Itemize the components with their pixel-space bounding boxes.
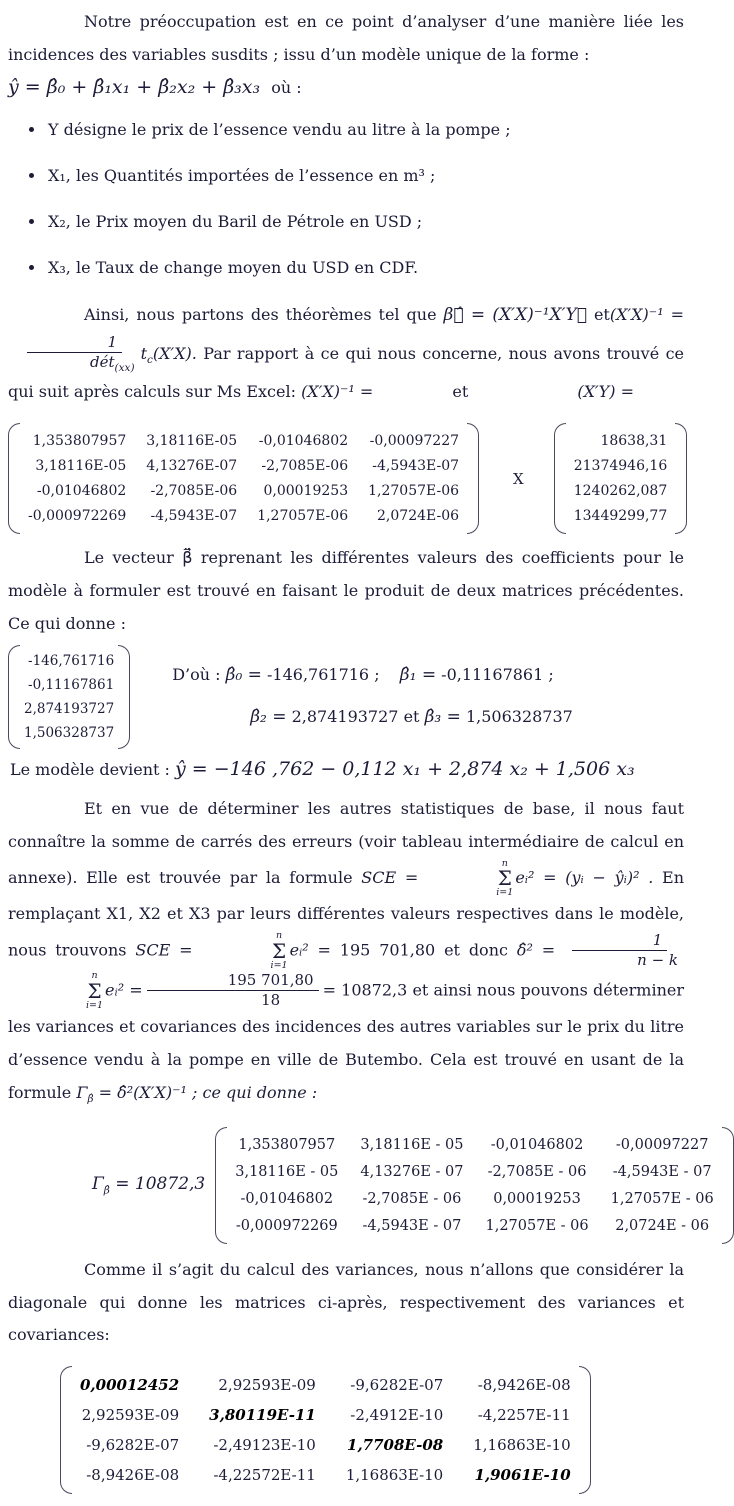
error-term: eᵢ²: [289, 940, 309, 960]
matrix-cell: 1240262,087: [573, 483, 668, 500]
delta-squared: δ̂² =: [516, 940, 556, 960]
left-paren: [8, 423, 20, 534]
dou-intro: D’où :: [172, 664, 221, 684]
xx-inverse-grid: [20, 423, 467, 534]
matrix-cell: -0,11167861: [28, 676, 115, 693]
det-fraction: [12, 333, 137, 376]
variance-matrix: [60, 1366, 591, 1494]
variance-grid: [72, 1366, 579, 1494]
matrix-cell: 1,353807957: [32, 433, 127, 450]
gamma-symbol: Γ: [92, 1173, 104, 1194]
sum-symbol: [10, 971, 103, 1010]
sce-rest-1: = (yᵢ − ŷᵢ)² .: [543, 867, 654, 887]
error-term: eᵢ²: [105, 980, 125, 1000]
fraction-numerator: 1: [572, 931, 668, 952]
matrix-cell: -8,9426E-08: [477, 1376, 571, 1395]
dou-line-2: [250, 697, 573, 739]
matrix-cell: 2,92593E-09: [81, 1406, 180, 1425]
sum-upper-limit: n: [275, 930, 283, 942]
xy-label: (X′Y) =: [577, 382, 634, 402]
fraction-numerator: 195 701,80: [147, 971, 319, 992]
matrix-cell: -2,7085E - 06: [362, 1190, 462, 1207]
matrix-cell: -8,9426E-08: [86, 1466, 180, 1485]
matrix-cell: 2,92593E-09: [218, 1376, 316, 1395]
matrix-cell: -0,01046802: [36, 483, 127, 500]
fraction-denominator: n − k: [637, 951, 678, 970]
matrix-cell: 13449299,77: [573, 508, 668, 525]
matrix-cell: 3,18116E-05: [35, 458, 127, 475]
xy-vector: [554, 423, 688, 534]
et-word-3: et: [403, 706, 420, 726]
matrix-cell: -4,5943E - 07: [612, 1163, 712, 1180]
beta-hat-formula: β⃗̂ = (X′X)⁻¹X′Y⃗: [443, 304, 587, 325]
matrix-cell: -0,000972269: [28, 508, 127, 525]
matrix-cell: -2,7085E-06: [261, 458, 349, 475]
matrix-cell: -4,22572E-11: [213, 1466, 316, 1485]
gamma-matrix-display: [92, 1127, 714, 1244]
left-paren: [215, 1127, 227, 1244]
matrix-cell: -0,01046802: [490, 1136, 584, 1153]
dou-line-1: [172, 655, 573, 697]
et-word-2: et: [452, 382, 469, 402]
matrix-cell: 1,27057E-06: [368, 483, 460, 500]
t-subscript: c: [147, 354, 153, 367]
matrix-cell: 0,00019253: [493, 1190, 581, 1207]
sum-upper-limit: n: [501, 857, 508, 869]
matrix-cell: -0,01046802: [258, 433, 349, 450]
sum-lower-limit: i=1: [270, 959, 288, 971]
right-paren: [675, 423, 687, 534]
variance-value: = 10872,3: [322, 980, 408, 1000]
beta2-value: 2,874193727: [291, 706, 399, 726]
fraction-numerator: 1: [27, 333, 123, 354]
matrix-cell: 2,0724E - 06: [615, 1217, 710, 1234]
matrix-cell: -9,6282E-07: [86, 1436, 180, 1455]
matrix-cell: 1,353807957: [238, 1136, 336, 1153]
beta2-symbol: β̂₂ =: [250, 706, 287, 727]
xx-inverse-label: (X′X)⁻¹ =: [301, 382, 374, 402]
matrix-product-display: [8, 423, 684, 534]
matrix-cell: -0,01046802: [240, 1190, 334, 1207]
model-label: Le modèle devient :: [10, 759, 170, 779]
matrix-cell: 3,80119E-11: [209, 1406, 316, 1425]
matrix-cell: 3,18116E-05: [146, 433, 238, 450]
list-item-y: • Y désigne le prix de l’essence vendu au litre à la pompe ;: [46, 114, 684, 146]
beta0-value: -146,761716 ;: [267, 664, 380, 684]
matrix-cell: 1,27057E-06: [257, 508, 349, 525]
list-item-x3: • X₃, le Taux de change moyen du USD en CDF.: [46, 252, 684, 284]
matrix-cell: 3,18116E - 05: [235, 1163, 339, 1180]
sigma-glyph: Σ: [87, 978, 102, 1003]
beta3-symbol: β̂₃ =: [424, 706, 461, 727]
sce-text-4: et ainsi nous pouvons déterminer les variances et covariances des incidences des autres variables sur le prix du litre d’essence vendu à la pompe en ville de Butembo. Cela est trouvé en usant de la formule: [8, 980, 684, 1102]
ainsi-lead: Ainsi, nous partons des théorèmes tel que: [84, 304, 437, 324]
left-paren: [8, 645, 20, 749]
sce-paragraph: [8, 793, 684, 1111]
vecteur-paragraph: Le vecteur β⃗̈ reprenant les différentes valeurs des coefficients pour le modèle à formuler est trouvé en faisant le produit de deux matrices précédentes. Ce qui donne :: [8, 548, 684, 633]
sum-symbol: [195, 931, 288, 970]
sce-text-2: En remplaçant X1, X2 et X3 par leurs différentes valeurs respectives dans le modèle, nous trouvons: [8, 867, 684, 960]
xx-inverse-matrix: [8, 423, 479, 534]
matrix-cell: 21374946,16: [573, 458, 668, 475]
matrix-cell: 18638,31: [600, 433, 668, 450]
intro-paragraph: Notre préoccupation est en ce point d’analyser d’une manière liée les incidences des variables susdits ; issu d’un modèle unique de la forme :: [8, 12, 684, 64]
sum-lower-limit: i=1: [86, 999, 104, 1011]
dou-block: [172, 655, 573, 738]
left-paren: [554, 423, 566, 534]
variables-list: [46, 114, 684, 284]
multiply-sign: X: [513, 469, 524, 488]
sum-symbol: [420, 859, 513, 898]
donc-word: et donc: [444, 940, 508, 960]
gamma-subscript: β̂: [103, 1184, 110, 1197]
fraction-denominator: 18: [261, 991, 281, 1010]
model-definition-line: [8, 76, 684, 98]
matrix-cell: 4,13276E-07: [146, 458, 238, 475]
matrix-cell: 1,9061E-10: [474, 1466, 571, 1485]
right-paren: [118, 645, 130, 749]
sigma-glyph: Σ: [271, 938, 287, 963]
gamma-formula-rest: = δ̂²(X′X)⁻¹ ; ce qui donne :: [98, 1082, 318, 1102]
transpose-comatrix: [140, 343, 197, 367]
sce-fraction: [147, 971, 319, 1011]
variance-matrix-display: [60, 1366, 684, 1494]
det-subscript: (xx): [114, 362, 135, 375]
matrix-cell: -4,2257E-11: [477, 1406, 571, 1425]
matrix-cell: -0,00097227: [615, 1136, 709, 1153]
gamma-value: = 10872,3: [115, 1173, 206, 1194]
sum-lower-limit: i=1: [496, 887, 514, 899]
xx-inverse-left: (X′X)⁻¹ =: [609, 304, 685, 324]
left-paren: [60, 1366, 72, 1494]
t-rest: (X′X).: [152, 343, 197, 363]
final-model-formula: ŷ = −146 ,762 − 0,112 x₁ + 2,874 x₂ + 1,506 x₃: [175, 757, 635, 780]
xy-vector-grid: [566, 423, 676, 534]
ou-label: où :: [271, 77, 302, 97]
sce-value: = 195 701,80: [317, 940, 436, 960]
covariance-grid: [227, 1127, 722, 1244]
right-paren: [579, 1366, 591, 1494]
fraction-denominator: [12, 353, 137, 376]
matrix-cell: -9,6282E-07: [350, 1376, 444, 1395]
matrix-cell: 1,16863E-10: [473, 1436, 571, 1455]
matrix-cell: -146,761716: [28, 652, 115, 669]
error-term: eᵢ²: [515, 867, 535, 887]
matrix-cell: 2,874193727: [24, 700, 115, 717]
matrix-cell: 4,13276E - 07: [360, 1163, 464, 1180]
sigma-glyph: Σ: [497, 866, 512, 891]
matrix-cell: 0,00012452: [80, 1376, 180, 1395]
list-item-x2: • X₂, le Prix moyen du Baril de Pétrole en USD ;: [46, 206, 684, 238]
matrix-cell: 1,27057E - 06: [485, 1217, 589, 1234]
comme-paragraph: Comme il s’agit du calcul des variances, nous n’allons que considérer la diagonale qui donne les matrices ci-après, respectivement des variances et covariances:: [8, 1259, 684, 1345]
nk-fraction: [559, 931, 680, 971]
matrix-cell: -2,49123E-10: [213, 1436, 316, 1455]
matrix-cell: 3,18116E - 05: [360, 1136, 464, 1153]
matrix-cell: -2,7085E - 06: [487, 1163, 587, 1180]
matrix-cell: 1,506328737: [24, 724, 115, 741]
beta-vector-grid: [20, 645, 118, 749]
matrix-cell: -2,4912E-10: [350, 1406, 444, 1425]
gamma-formula: [76, 1082, 94, 1105]
sce-symbol: SCE =: [361, 867, 419, 887]
matrix-cell: -2,7085E-06: [150, 483, 238, 500]
matrix-cell: -4,5943E-07: [150, 508, 238, 525]
covariance-matrix: [215, 1127, 734, 1244]
beta-vector: [8, 645, 130, 749]
matrix-cell: -0,000972269: [235, 1217, 338, 1234]
sce-text-1: Et en vue de déterminer les autres statistiques de base, il nous faut connaître la somme de carrés des erreurs (voir tableau intermédiaire de calcul en annexe). Elle est trouvée par la formule: [8, 798, 684, 887]
beta1-value: -0,11167861 ;: [441, 664, 554, 684]
matrix-cell: -4,5943E - 07: [362, 1217, 462, 1234]
det-label: dét: [90, 353, 115, 372]
t-base: t: [140, 343, 147, 363]
gamma-equation-label: [92, 1174, 205, 1196]
beta0-symbol: β̂₀ =: [225, 664, 262, 685]
beta1-symbol: β̂₁ =: [399, 664, 437, 685]
final-model-line: [10, 751, 684, 787]
model-formula: ŷ = β̂₀ + β̂₁x₁ + β̂₂x₂ + β̂₃x₃: [8, 75, 261, 98]
list-item-x1: • X₁, les Quantités importées de l’essence en m³ ;: [46, 160, 684, 192]
matrix-cell: -4,5943E-07: [372, 458, 460, 475]
beta3-value: 1,506328737: [465, 706, 573, 726]
gamma-symbol: Γ: [76, 1082, 88, 1102]
equals-sign: =: [129, 980, 143, 1000]
right-paren: [467, 423, 479, 534]
matrix-cell: 2,0724E-06: [377, 508, 460, 525]
right-paren: [722, 1127, 734, 1244]
matrix-cell: -0,00097227: [369, 433, 460, 450]
sum-upper-limit: n: [91, 970, 98, 982]
sce-symbol-2: SCE =: [135, 940, 193, 960]
gamma-subscript: β̂: [87, 1092, 94, 1105]
matrix-cell: 1,7708E-08: [347, 1436, 444, 1455]
matrix-cell: 1,16863E-10: [345, 1466, 444, 1485]
ainsi-rest: Par rapport à ce qui nous concerne, nous avons trouvé ce qui suit après calculs sur Ms Excel:: [8, 343, 684, 402]
matrix-cell: 1,27057E - 06: [610, 1190, 714, 1207]
beta-result-block: [8, 645, 684, 749]
et-word: et: [593, 304, 610, 324]
ainsi-paragraph: [8, 298, 684, 409]
matrix-cell: 0,00019253: [263, 483, 349, 500]
